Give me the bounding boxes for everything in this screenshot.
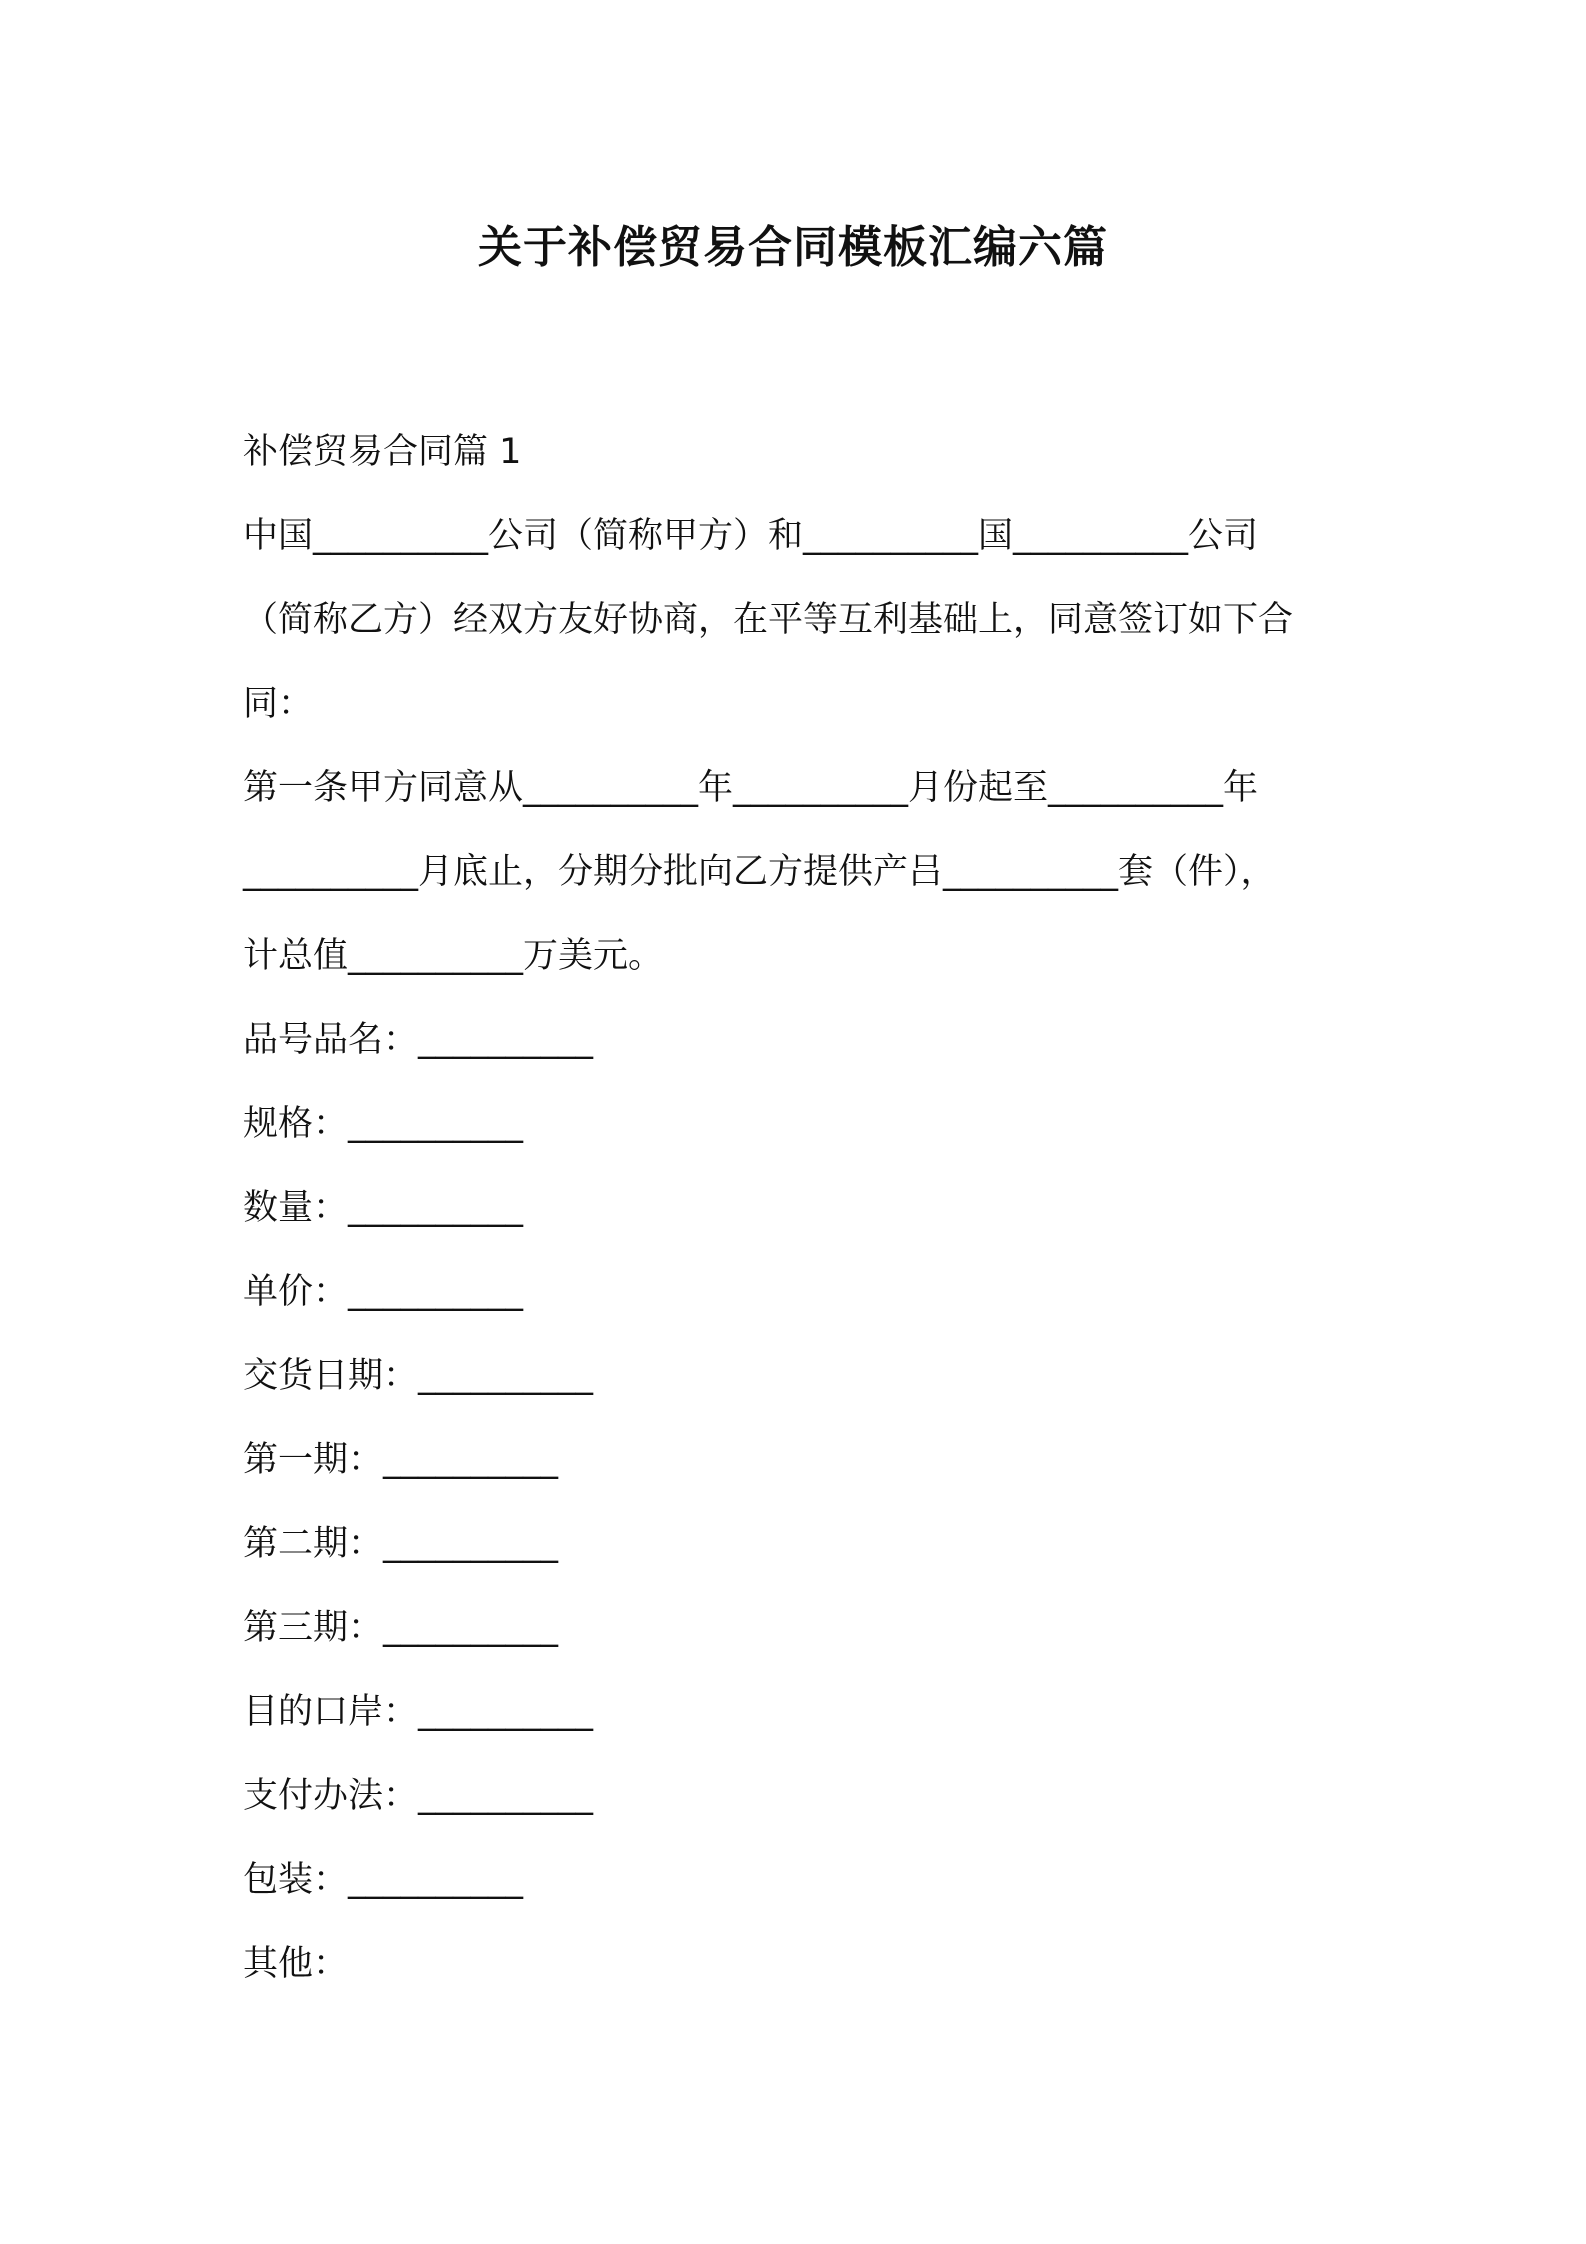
paragraph-line: 中国__________公司（简称甲方）和__________国__________公司 (243, 516, 1259, 556)
paragraph-line: 同： (243, 684, 314, 724)
intro-paragraph (243, 494, 1353, 746)
field-packaging: 包装：__________ (243, 1860, 524, 1900)
paragraph-line: __________月底止，分期分批向乙方提供产吕__________套（件）， (243, 852, 1276, 892)
field-list (243, 998, 1353, 2006)
field-specification: 规格：__________ (243, 1104, 524, 1144)
paragraph-line: （简称乙方）经双方友好协商，在平等互利基础上，同意签订如下合 (243, 600, 1294, 640)
field-product-name: 品号品名：__________ (243, 1020, 594, 1060)
field-other: 其他： (243, 1944, 349, 1984)
document-title: 关于补偿贸易合同模板汇编六篇 (478, 222, 1108, 273)
paragraph-line: 计总值__________万美元。 (243, 936, 664, 976)
section-heading: 补偿贸易合同篇 1 (243, 432, 522, 472)
field-phase-1: 第一期：__________ (243, 1440, 559, 1480)
field-destination-port: 目的口岸：__________ (243, 1692, 594, 1732)
field-payment-method: 支付办法：__________ (243, 1776, 594, 1816)
paragraph-line: 第一条甲方同意从__________年__________月份起至__________年 (243, 768, 1259, 808)
field-delivery-date: 交货日期：__________ (243, 1356, 594, 1396)
article-1-paragraph (243, 746, 1353, 998)
field-phase-3: 第三期：__________ (243, 1608, 559, 1648)
field-unit-price: 单价：__________ (243, 1272, 524, 1312)
field-phase-2: 第二期：__________ (243, 1524, 559, 1564)
document-body (243, 410, 1353, 2006)
field-quantity: 数量：__________ (243, 1188, 524, 1228)
